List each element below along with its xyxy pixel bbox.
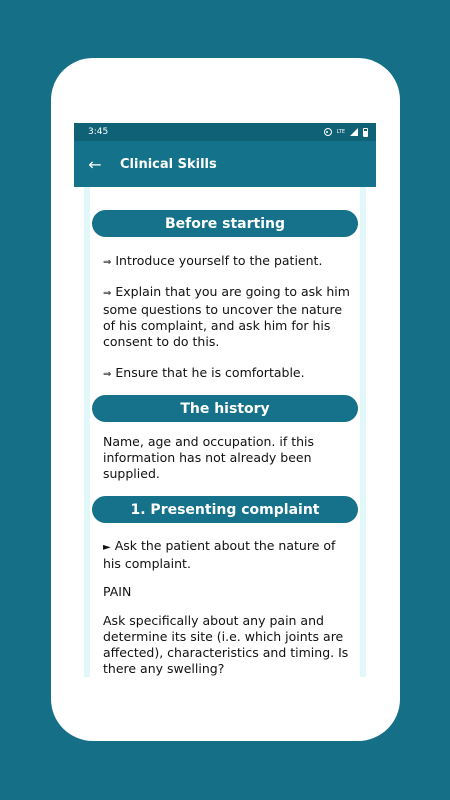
paragraph	[103, 365, 353, 383]
status-bar	[74, 123, 376, 141]
paragraph	[103, 284, 353, 350]
paragraph-text: Ask specifically about any pain and determine its site (i.e. which joints are affected), characteristics and timing. Is there any swelling?	[103, 613, 349, 676]
paragraph-text: PAIN	[103, 584, 132, 599]
section-header-history: The history	[92, 395, 358, 422]
paragraph	[103, 538, 353, 572]
section-header-presenting-complaint: 1. Presenting complaint	[92, 496, 358, 523]
battery-icon	[363, 128, 368, 137]
signal-icon	[350, 128, 358, 136]
paragraph-text: Ensure that he is comfortable.	[115, 365, 305, 380]
app-screen	[74, 123, 376, 677]
pointer-icon: ►	[103, 542, 111, 553]
paragraph-text: Explain that you are going to ask him some questions to uncover the nature of his complaint, and ask him for his consent to do this.	[103, 284, 350, 349]
app-bar	[74, 141, 376, 187]
section-header-before-starting: Before starting	[92, 210, 358, 237]
article-card	[90, 187, 360, 677]
page-title: Clinical Skills	[120, 156, 217, 172]
status-icons	[324, 128, 368, 137]
paragraph-text: Ask the patient about the nature of his complaint.	[103, 538, 336, 571]
paragraph	[103, 253, 353, 271]
double-arrow-icon: ⇒	[103, 369, 112, 380]
back-arrow-icon[interactable]: ←	[88, 154, 102, 174]
double-arrow-icon: ⇒	[103, 288, 112, 299]
paragraph-text: Introduce yourself to the patient.	[115, 253, 323, 268]
double-arrow-icon: ⇒	[103, 257, 112, 268]
hotspot-icon	[324, 128, 332, 136]
content-area[interactable]	[84, 187, 366, 677]
paragraph-text: Name, age and occupation. if this information has not already been supplied.	[103, 434, 315, 481]
lte-icon: LTE	[336, 128, 345, 135]
status-time: 3:45	[88, 127, 109, 137]
